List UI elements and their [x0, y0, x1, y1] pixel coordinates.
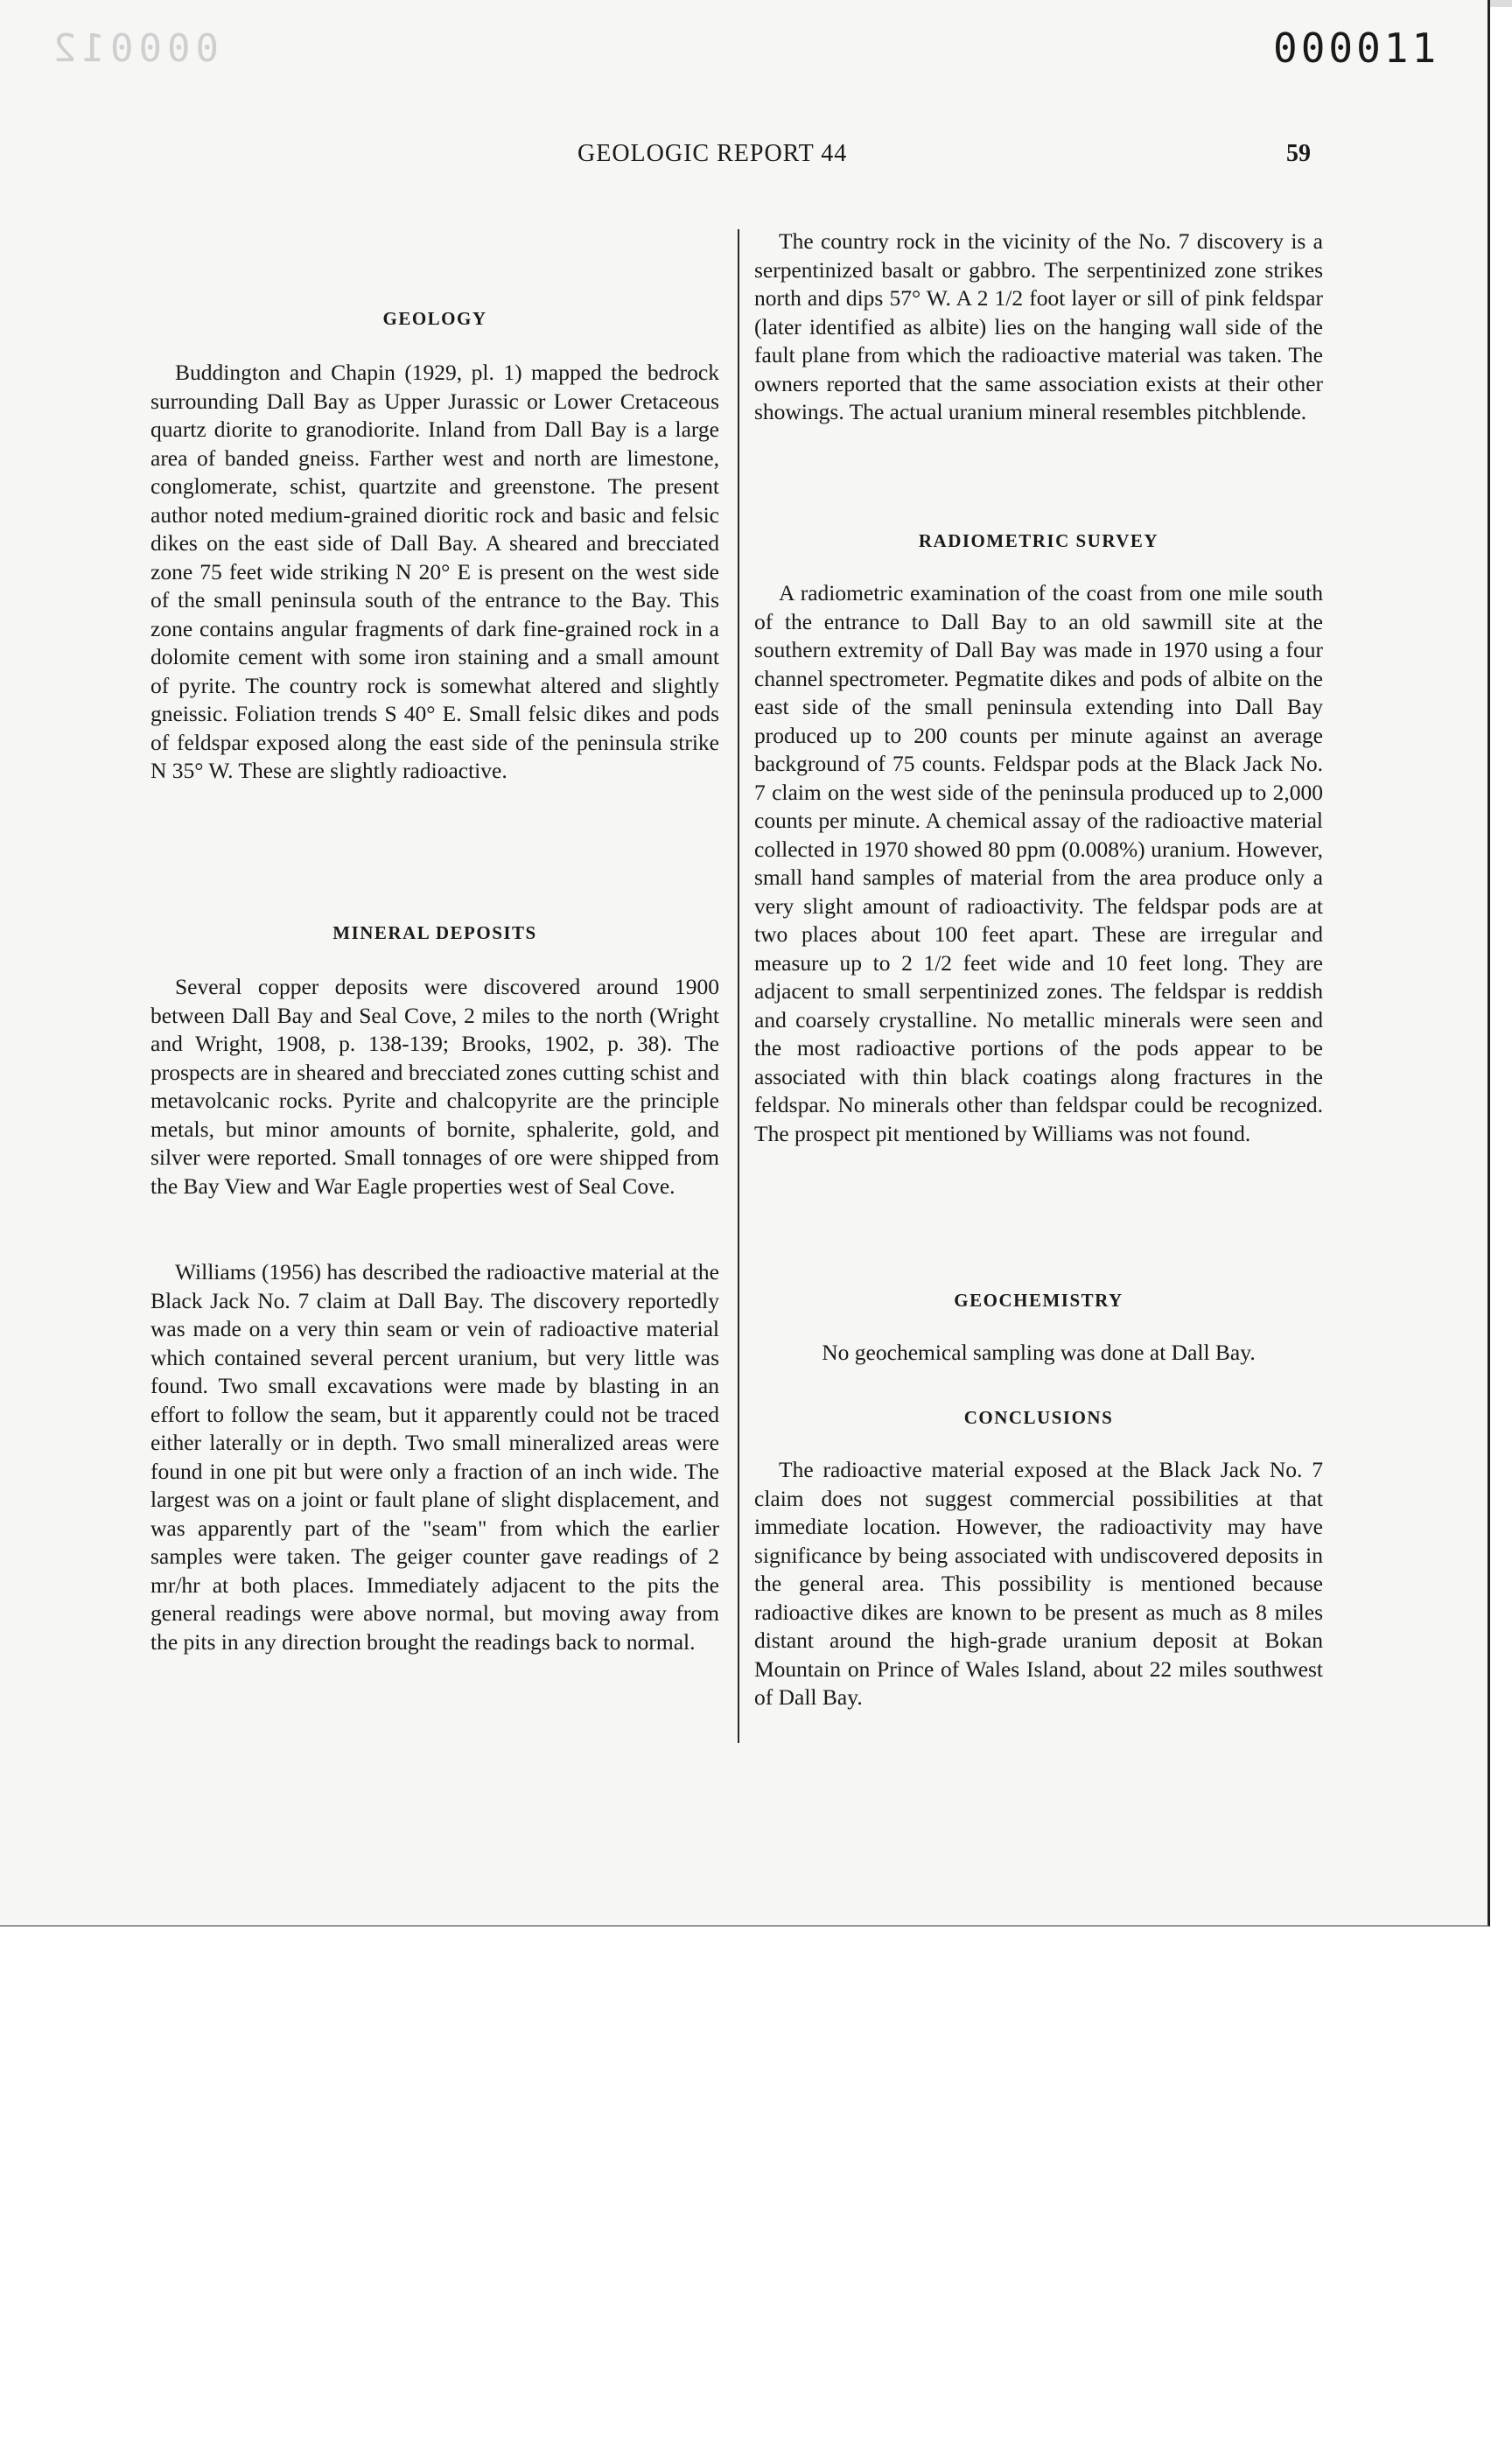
- heading-conclusions: CONCLUSIONS: [963, 1407, 1114, 1428]
- mineral-deposits-paragraph-1: Several copper deposits were discovered around 1900 between Dall Bay and Seal Cove, 2 miles to the north (Wright and Wright, 1908, p. 138-139; Brooks, 1902, p. 38). The prospects are in sheared and brecciated zones cutting schist and metavolcanic rocks. Pyrite and chalcopyrite are the principle metals, but minor amounts of bornite, sphalerite, gold, and silver were reported. Small tonnages of ore were shipped from the Bay View and War Eagle properties west of Seal Cove.: [150, 974, 719, 1199]
- geology-paragraph: Buddington and Chapin (1929, pl. 1) mapped the bedrock surrounding Dall Bay as Upper Jurassic or Lower Cretaceous quartz diorite to granodiorite. Inland from Dall Bay is a large area of banded gneiss. Farther west and north are limestone, conglomerate, schist, quartzite and greenstone. The present author noted medium-grained dioritic rock and basic and felsic dikes on the east side of Dall Bay. A sheared and brecciated zone 75 feet wide striking N 20° E is present on the west side of the small peninsula south of the entrance to the Bay. This zone contains angular fragments of dark fine-grained rock in a dolomite cement with some iron staining and a small amount of pyrite. The country rock is somewhat altered and slightly gneissic. Foliation trends S 40° E. Small felsic dikes and pods of feldspar exposed along the east side of the peninsula strike N 35° W. These are slightly radioactive.: [150, 360, 719, 783]
- heading-geochemistry: GEOCHEMISTRY: [954, 1290, 1124, 1311]
- heading-mineral-deposits: MINERAL DEPOSITS: [332, 922, 537, 943]
- column-divider-rule: [738, 229, 739, 1743]
- page-number: 59: [1286, 140, 1311, 167]
- heading-geology: GEOLOGY: [382, 308, 487, 329]
- country-rock-paragraph: The country rock in the vicinity of the No. 7 discovery is a serpentinized basalt or gabbro. The serpentinized zone strikes north and dips 57° W. A 2 1/2 foot layer or sill of pink feldspar (later identified as albite) lies on the hanging wall side of the fault plane from which the radioactive material was taken. The owners reported that the same association exists at their other showings. The actual uranium mineral resembles pitchblende.: [754, 228, 1323, 424]
- conclusions-paragraph: The radioactive material exposed at the Black Jack No. 7 claim does not suggest commercial possibilities at that immediate location. However, the radioactivity may have significance by being associated with undiscovered deposits in the general area. This possibility is mentioned because radioactive dikes are known to be present as much as 8 miles distant around the high-grade uranium deposit at Bokan Mountain on Prince of Wales Island, about 22 miles southwest of Dall Bay.: [754, 1457, 1323, 1710]
- ghost-stamp-mark: 000012: [48, 26, 219, 71]
- document-stamp-number: 000011: [1273, 24, 1440, 72]
- mineral-deposits-paragraph-2: Williams (1956) has described the radioactive material at the Black Jack No. 7 claim at Dall Bay. The discovery reportedly was made on a very thin seam or vein of radioactive material which contained several percent uranium, but very little was found. Two small excavations were made by blasting in an effort to follow the seam, but it apparently could not be traced either laterally or in depth. Two small mineralized areas were found in one pit but were only a fraction of an inch wide. The largest was on a joint or fault plane of slight displacement, and was apparently part of the "seam" from which the earlier samples were taken. The geiger counter gave readings of 2 mr/hr at both places. Immediately adjacent to the pits the general readings were above normal, but moving away from the pits in any direction brought the readings back to normal.: [150, 1259, 719, 1655]
- running-header-title: GEOLOGIC REPORT 44: [578, 140, 848, 167]
- radiometric-survey-paragraph: A radiometric examination of the coast from one mile south of the entrance to Dall Bay to an old sawmill site at the southern extremity of Dall Bay was made in 1970 using a four channel spectrometer. Pegmatite dikes and pods of albite on the east side of the small peninsula extending into Dall Bay produced up to 200 counts per minute against an average background of 75 counts. Feldspar pods at the Black Jack No. 7 claim on the west side of the peninsula produced up to 2,000 counts per minute. A chemical assay of the radioactive material collected in 1970 showed 80 ppm (0.008%) uranium. However, small hand samples of material from the area produce only a very slight amount of radioactivity. The feldspar pods are at two places about 100 feet apart. These are irregular and measure up to 2 1/2 feet wide and 10 feet long. They are adjacent to small serpentinized zones. The feldspar is reddish and coarsely crystalline. No metallic minerals were seen and the most radioactive portions of the pods appear to be associated with thin black coatings along fractures in the feldspar. No minerals other than feldspar could be recognized. The prospect pit mentioned by Williams was not found.: [754, 580, 1323, 1146]
- geochemistry-paragraph: No geochemical sampling was done at Dall Bay.: [822, 1340, 1256, 1365]
- heading-radiometric-survey: RADIOMETRIC SURVEY: [918, 530, 1159, 551]
